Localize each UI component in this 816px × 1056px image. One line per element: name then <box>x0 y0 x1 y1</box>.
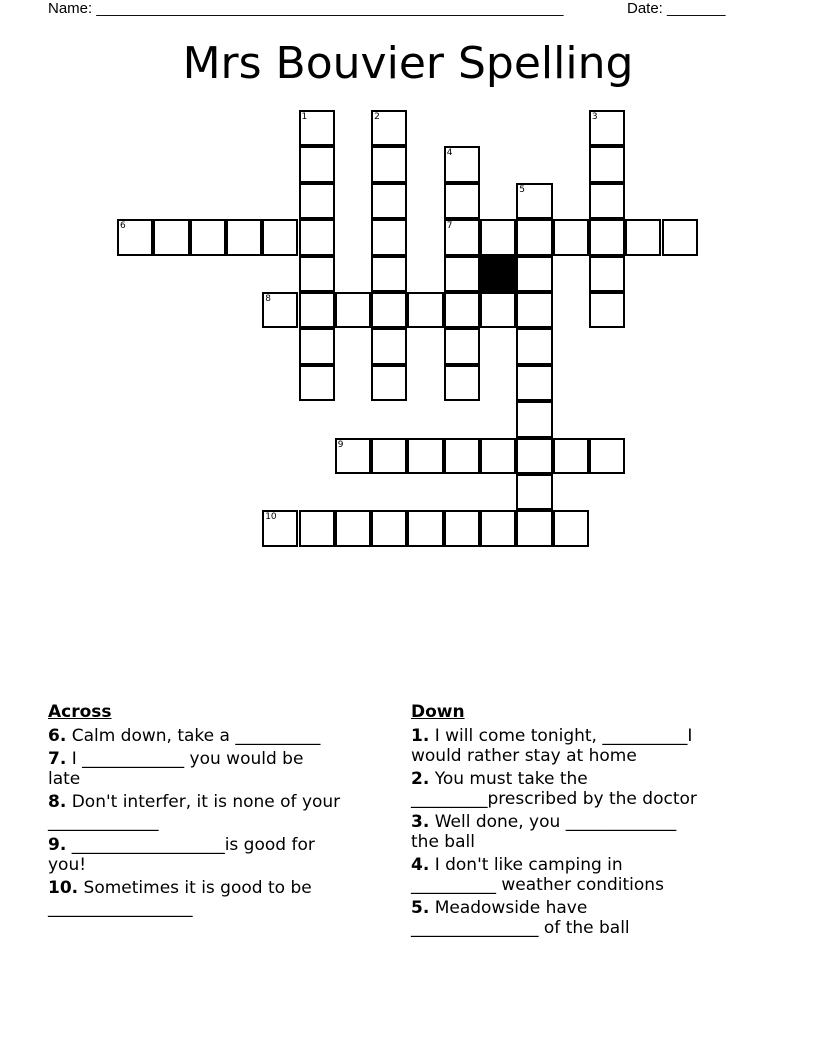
clue-number-label: 3 <box>591 112 598 122</box>
clue-number-label: 7 <box>446 221 453 232</box>
grid-cell[interactable] <box>444 219 480 255</box>
grid-cell[interactable] <box>444 292 480 328</box>
clue-number: 9. <box>48 835 67 855</box>
clue-number: 2. <box>411 769 430 789</box>
grid-cell[interactable] <box>516 510 552 546</box>
clue-number-label: 4 <box>446 148 453 159</box>
grid-cell[interactable] <box>371 183 407 219</box>
grid-cell[interactable] <box>117 219 153 255</box>
grid-cell[interactable] <box>444 438 480 474</box>
grid-cell[interactable] <box>371 292 407 328</box>
clue-number: 8. <box>48 792 67 812</box>
black-cell <box>480 256 516 292</box>
clue-text: __________________is good for you! <box>48 835 315 875</box>
down-clue <box>411 898 791 938</box>
grid-cell[interactable] <box>262 219 298 255</box>
grid-cell[interactable] <box>371 438 407 474</box>
grid-cell[interactable] <box>299 328 335 364</box>
grid-cell[interactable] <box>480 219 516 255</box>
grid-cell[interactable] <box>589 438 625 474</box>
grid-cell[interactable] <box>371 256 407 292</box>
grid-cell[interactable] <box>444 510 480 546</box>
down-clues <box>411 702 791 941</box>
clue-number: 4. <box>411 855 430 875</box>
grid-cell[interactable] <box>407 292 443 328</box>
grid-cell[interactable] <box>444 365 480 401</box>
across-clue <box>48 726 388 746</box>
grid-cell[interactable] <box>444 183 480 219</box>
grid-cell[interactable] <box>480 438 516 474</box>
grid-cell[interactable] <box>589 256 625 292</box>
grid-cell[interactable] <box>299 219 335 255</box>
down-clue <box>411 812 791 852</box>
grid-cell[interactable] <box>299 510 335 546</box>
clue-number: 1. <box>411 726 430 746</box>
grid-cell[interactable] <box>662 219 698 255</box>
grid-cell[interactable] <box>299 365 335 401</box>
clue-number: 6. <box>48 726 67 746</box>
grid-cell[interactable] <box>371 328 407 364</box>
clue-number: 3. <box>411 812 430 832</box>
clue-number: 5. <box>411 898 430 918</box>
grid-cell[interactable] <box>190 219 226 255</box>
clue-number-label: 2 <box>374 112 380 122</box>
across-heading: Across <box>48 702 112 722</box>
grid-cell[interactable] <box>262 510 298 546</box>
grid-cell[interactable] <box>589 146 625 182</box>
clue-text: You must take the _________prescribed by the doctor <box>411 769 697 809</box>
grid-cell[interactable] <box>371 510 407 546</box>
grid-cell[interactable] <box>589 110 625 146</box>
grid-cell[interactable] <box>444 328 480 364</box>
clue-number-label: 5 <box>519 184 526 195</box>
grid-cell[interactable] <box>480 292 516 328</box>
clue-text: Well done, you _____________ the ball <box>411 812 677 852</box>
grid-cell[interactable] <box>553 510 589 546</box>
name-field[interactable]: Name: ________________________________________________________ <box>48 0 564 17</box>
grid-cell[interactable] <box>407 510 443 546</box>
grid-cell[interactable] <box>625 219 661 255</box>
grid-cell[interactable] <box>516 401 552 437</box>
page-title: Mrs Bouvier Spelling <box>182 38 634 89</box>
grid-cell[interactable] <box>516 183 552 219</box>
grid-cell[interactable] <box>371 146 407 182</box>
across-clue <box>48 792 388 832</box>
grid-cell[interactable] <box>153 219 189 255</box>
grid-cell[interactable] <box>516 256 552 292</box>
grid-cell[interactable] <box>516 219 552 255</box>
grid-cell[interactable] <box>335 438 371 474</box>
grid-cell[interactable] <box>480 510 516 546</box>
down-clue <box>411 726 791 766</box>
grid-cell[interactable] <box>371 365 407 401</box>
grid-cell[interactable] <box>553 438 589 474</box>
clue-number-label: 10 <box>265 512 277 523</box>
clue-number-label: 6 <box>120 221 126 232</box>
grid-cell[interactable] <box>589 219 625 255</box>
grid-cell[interactable] <box>299 292 335 328</box>
grid-cell[interactable] <box>262 292 298 328</box>
grid-cell[interactable] <box>516 292 552 328</box>
grid-cell[interactable] <box>444 146 480 182</box>
down-clue <box>411 769 791 809</box>
clue-number-label: 1 <box>301 112 308 122</box>
grid-cell[interactable] <box>516 474 552 510</box>
clue-text: I ____________ you would be late <box>48 749 304 789</box>
grid-cell[interactable] <box>371 219 407 255</box>
clue-number: 7. <box>48 749 67 769</box>
grid-cell[interactable] <box>516 328 552 364</box>
clue-number-label: 8 <box>265 294 271 304</box>
grid-cell[interactable] <box>299 110 335 146</box>
grid-cell[interactable] <box>226 219 262 255</box>
down-heading: Down <box>411 702 465 722</box>
grid-cell[interactable] <box>589 292 625 328</box>
clue-text: Sometimes it is good to be _________________ <box>48 878 312 918</box>
grid-cell[interactable] <box>335 292 371 328</box>
across-clue <box>48 878 388 918</box>
grid-cell[interactable] <box>444 256 480 292</box>
clue-number: 10. <box>48 878 79 898</box>
grid-cell[interactable] <box>299 146 335 182</box>
grid-cell[interactable] <box>299 183 335 219</box>
grid-cell[interactable] <box>371 110 407 146</box>
grid-cell[interactable] <box>407 438 443 474</box>
clue-text: I will come tonight, __________I would rather stay at home <box>411 726 693 766</box>
grid-cell[interactable] <box>553 219 589 255</box>
grid-cell[interactable] <box>299 256 335 292</box>
clue-text: Don't interfer, it is none of your _____________ <box>48 792 341 832</box>
clue-text: Calm down, take a __________ <box>66 726 321 746</box>
date-field[interactable]: Date: _______ <box>627 0 726 17</box>
grid-cell[interactable] <box>516 438 552 474</box>
across-clue <box>48 835 388 875</box>
grid-cell[interactable] <box>589 183 625 219</box>
grid-cell[interactable] <box>516 365 552 401</box>
across-clue <box>48 749 388 789</box>
clue-text: I don't like camping in __________ weather conditions <box>411 855 664 895</box>
grid-cell[interactable] <box>335 510 371 546</box>
clue-text: Meadowside have _______________ of the ball <box>411 898 630 938</box>
across-clues <box>48 702 388 921</box>
down-clue <box>411 855 791 895</box>
clue-number-label: 9 <box>337 439 344 450</box>
